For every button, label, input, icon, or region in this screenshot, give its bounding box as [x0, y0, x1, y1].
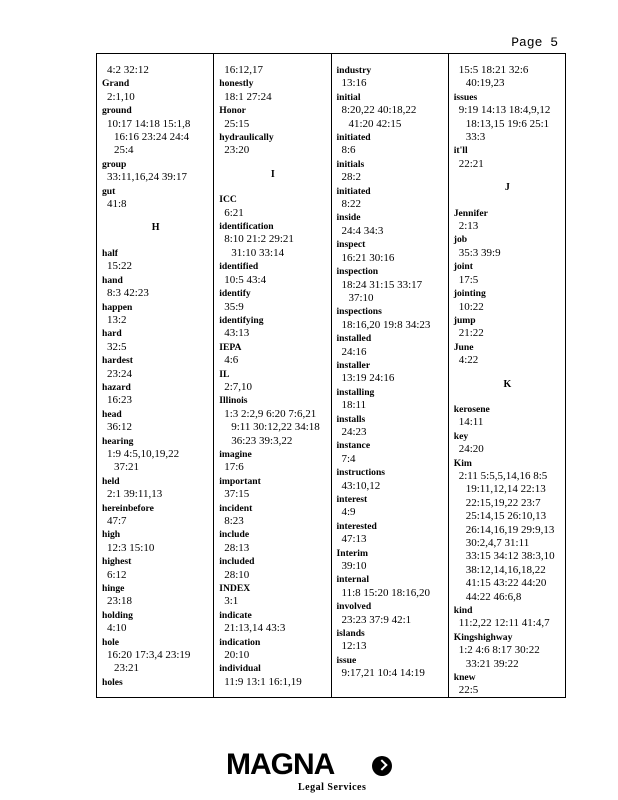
- page-line-references: 16:20 17:3,4 23:19: [107, 649, 191, 662]
- index-word: half: [102, 247, 118, 259]
- index-word: jump: [453, 314, 476, 326]
- index-word: high: [102, 529, 121, 541]
- page-line-references: 37:10: [348, 291, 374, 304]
- index-entry: [454, 631, 561, 671]
- index-word: initials: [336, 158, 365, 170]
- index-entry: [337, 238, 444, 265]
- page-line-references: 23:18: [107, 595, 133, 608]
- page-line-references: 13:16: [341, 77, 367, 90]
- page-line-references: 7:4: [341, 452, 356, 465]
- index-word: industry: [336, 65, 372, 76]
- page-line-references: 22:15,19,22 23:7: [465, 496, 541, 509]
- logo-subtitle: Legal Services: [298, 782, 367, 793]
- index-entry: [219, 394, 326, 448]
- index-entry: [454, 144, 561, 171]
- page-line-references: 26:14,16,19 29:9,13: [465, 523, 555, 536]
- index-entry: [102, 104, 209, 158]
- page-line-references: 43:13: [224, 327, 250, 340]
- page-line-references: 1:3 2:2,9 6:20 7:6,21: [224, 407, 317, 420]
- index-entry: [454, 457, 561, 604]
- index-entry: [102, 327, 209, 354]
- index-word: head: [102, 408, 122, 420]
- index-word: Jennifer: [453, 207, 488, 219]
- index-word: installs: [336, 413, 366, 425]
- index-word: inspection: [336, 266, 379, 278]
- index-word: job: [453, 234, 468, 246]
- page-line-references: 24:4 34:3: [341, 224, 384, 237]
- page-line-references: 12:3 15:10: [107, 541, 155, 554]
- index-word: hinge: [102, 583, 125, 595]
- page-line-references: 10:17 14:18 15:1,8: [107, 117, 191, 130]
- index-entry: [337, 466, 444, 493]
- page-line-references: 30:2,4,7 31:11: [465, 537, 530, 549]
- page-line-references: 16:12,17: [224, 64, 264, 76]
- page-line-references: 22:5: [458, 684, 479, 697]
- page-line-references: 4:2 32:12: [107, 64, 149, 76]
- index-entry: [219, 104, 326, 131]
- index-word: jointing: [453, 288, 486, 300]
- index-word: holes: [102, 676, 123, 688]
- page-line-references: 44:22 46:6,8: [465, 590, 522, 603]
- index-column-4: [449, 54, 565, 697]
- page-line-references: 23:21: [114, 662, 140, 675]
- index-entry: [219, 636, 326, 663]
- index-word: hole: [102, 636, 120, 648]
- page-line-references: 1:2 4:6 8:17 30:22: [458, 644, 540, 657]
- index-word: hereinbefore: [102, 502, 154, 514]
- page-number: Page 5: [511, 35, 558, 50]
- page-line-references: 8:22: [341, 198, 362, 211]
- page-line-references: 9:19 14:13 18:4,9,12: [458, 104, 551, 117]
- index-word: it'll: [453, 145, 468, 157]
- index-word: important: [219, 475, 261, 487]
- index-entry: [219, 502, 326, 529]
- index-entry: [337, 627, 444, 654]
- page-line-references: 6:21: [224, 206, 244, 219]
- index-entry: [102, 185, 209, 212]
- page-line-references: 18:1 27:24: [224, 90, 272, 103]
- index-entry: [337, 439, 444, 466]
- page-line-references: 17:5: [458, 273, 479, 286]
- page-line-references: 10:22: [458, 300, 484, 313]
- index-entry: [454, 260, 561, 287]
- index-entry: [454, 314, 561, 341]
- page-line-references: 6:12: [107, 568, 127, 581]
- page-line-references: 43:10,12: [341, 479, 381, 492]
- page-line-references: 3:1: [224, 595, 239, 608]
- page-line-references: 36:12: [107, 421, 133, 434]
- page-line-references: 8:23: [224, 515, 244, 527]
- page-line-references: 18:13,15 19:6 25:1: [465, 117, 550, 130]
- index-word: key: [453, 430, 469, 442]
- index-entry: [454, 91, 561, 145]
- index-entry: [219, 582, 326, 609]
- page-line-references: 2:1,10: [107, 90, 135, 103]
- index-entry: [454, 604, 561, 631]
- page-line-references: 25:14,15 26:10,13: [465, 510, 547, 523]
- index-word: initial: [336, 91, 361, 103]
- index-entry: [102, 274, 209, 301]
- page-line-references: 24:23: [341, 425, 367, 438]
- index-entry: [219, 662, 326, 689]
- index-word: gut: [102, 185, 116, 197]
- page-line-references: 1:9 4:5,10,19,22: [107, 447, 180, 460]
- index-entry: [219, 193, 326, 220]
- index-word: hazard: [102, 381, 131, 393]
- index-word: June: [453, 341, 474, 353]
- index-entry: [337, 211, 444, 238]
- index-word: ICC: [219, 194, 237, 206]
- index-entry: [454, 233, 561, 260]
- page-line-references: 14:11: [458, 416, 484, 429]
- index-word: highest: [102, 556, 132, 568]
- index-entry: [102, 609, 209, 636]
- index-word: installed: [336, 333, 372, 345]
- index-word: incident: [219, 502, 253, 514]
- index-word: knew: [453, 672, 476, 684]
- page-line-references: 37:15: [224, 488, 250, 501]
- page-line-references: 18:11: [341, 399, 367, 412]
- index-word: INDEX: [219, 583, 251, 595]
- index-word: initiated: [336, 132, 371, 144]
- section-letter: H: [151, 222, 160, 234]
- index-word: holding: [102, 609, 133, 621]
- index-entry: [102, 158, 209, 185]
- index-word: IL: [219, 368, 230, 380]
- index-word: instructions: [336, 467, 386, 479]
- index-word: identified: [219, 261, 259, 273]
- page-line-references: 24:16: [341, 345, 367, 358]
- index-entry: [102, 64, 209, 77]
- page-line-references: 11:2,22 12:11 41:4,7: [458, 617, 550, 630]
- index-word: hardest: [102, 355, 133, 367]
- page-line-references: 16:23: [107, 394, 133, 407]
- page-line-references: 11:8 15:20 18:16,20: [341, 586, 431, 599]
- index-entry: [454, 403, 561, 430]
- index-word: Interim: [336, 547, 368, 559]
- index-entry: [337, 600, 444, 627]
- index-entry: [337, 265, 444, 305]
- index-entry: [337, 359, 444, 386]
- page-line-references: 47:13: [341, 533, 367, 546]
- index-entry: [102, 77, 209, 104]
- index-word: Grand: [102, 78, 130, 90]
- page-line-references: 4:9: [341, 506, 356, 519]
- page-line-references: 35:9: [224, 300, 244, 313]
- page-line-references: 32:5: [107, 340, 127, 353]
- index-entry: [102, 301, 209, 328]
- index-entry: [219, 528, 326, 555]
- page-line-references: 47:7: [107, 515, 127, 527]
- word-index-table: [96, 53, 566, 698]
- index-word: installing: [336, 386, 375, 398]
- index-entry: [454, 207, 561, 234]
- page-line-references: 28:10: [224, 568, 250, 581]
- index-entry: [219, 609, 326, 636]
- index-entry: [337, 413, 444, 440]
- index-word: involved: [336, 601, 372, 613]
- page-line-references: 40:19,23: [465, 77, 505, 90]
- page-line-references: 23:20: [224, 144, 250, 157]
- index-word: IEPA: [219, 341, 242, 353]
- index-word: issues: [453, 91, 478, 103]
- index-column-1: [97, 54, 214, 697]
- page-line-references: 13:19 24:16: [341, 372, 395, 385]
- page-line-references: 18:24 31:15 33:17: [341, 278, 423, 291]
- page-line-references: 10:5 43:4: [224, 273, 267, 286]
- page-line-references: 2:13: [458, 220, 479, 233]
- index-entry: [102, 636, 209, 676]
- page-line-references: 33:21 39:22: [465, 657, 519, 670]
- page-line-references: 33:11,16,24 39:17: [107, 171, 187, 184]
- page-line-references: 9:11 30:12,22 34:18: [231, 421, 320, 434]
- index-word: indication: [219, 636, 261, 648]
- index-word: Kim: [453, 457, 472, 469]
- page-line-references: 25:4: [114, 144, 134, 157]
- index-entry: [102, 408, 209, 435]
- index-entry: [454, 341, 561, 368]
- page-line-references: 21:22: [458, 327, 484, 340]
- page-line-references: 41:15 43:22 44:20: [465, 577, 547, 590]
- index-entry: [219, 77, 326, 104]
- page-line-references: 23:23 37:9 42:1: [341, 613, 412, 626]
- index-entry: [219, 475, 326, 502]
- index-word: identify: [219, 288, 251, 300]
- index-entry: [219, 220, 326, 260]
- page-line-references: 8:10 21:2 29:21: [224, 233, 294, 246]
- page-line-references: 15:22: [107, 260, 133, 273]
- index-word: group: [102, 158, 127, 170]
- index-entry: [219, 368, 326, 395]
- index-entry: [337, 64, 444, 91]
- index-entry: [102, 582, 209, 609]
- page-line-references: 2:11 5:5,5,14,16 8:5: [458, 469, 548, 482]
- page-line-references: 2:1 39:11,13: [107, 488, 163, 501]
- page-line-references: 8:3 42:23: [107, 287, 149, 300]
- page-line-references: 28:2: [341, 171, 362, 184]
- index-entry: [219, 260, 326, 287]
- index-entry: [337, 91, 444, 131]
- index-entry: [219, 314, 326, 341]
- page-line-references: 11:9 13:1 16:1,19: [224, 675, 302, 688]
- magna-logo: [222, 750, 402, 794]
- index-entry: [102, 676, 209, 689]
- index-entry: [219, 64, 326, 77]
- page-line-references: 4:10: [107, 622, 127, 635]
- section-letter: I: [270, 168, 275, 180]
- index-entry: [102, 247, 209, 274]
- page-line-references: 8:6: [341, 144, 356, 157]
- index-entry: [219, 131, 326, 158]
- index-entry: [337, 131, 444, 158]
- index-word: Kingshighway: [453, 631, 513, 643]
- index-entry: [219, 341, 326, 368]
- index-word: hearing: [102, 435, 134, 447]
- index-entry: [102, 475, 209, 502]
- page-line-references: 22:21: [458, 157, 484, 170]
- index-word: hard: [102, 328, 122, 340]
- index-entry: [102, 528, 209, 555]
- page-line-references: 24:20: [458, 443, 484, 456]
- index-word: interested: [336, 520, 377, 532]
- page-line-references: 18:16,20 19:8 34:23: [341, 318, 431, 331]
- page-line-references: 38:12,14,16,18,22: [465, 563, 546, 576]
- index-entry: [337, 305, 444, 332]
- index-word: islands: [336, 628, 365, 640]
- index-entry: [337, 654, 444, 681]
- page-line-references: 9:17,21 10:4 14:19: [341, 667, 425, 680]
- index-word: joint: [453, 261, 473, 273]
- section-letter: J: [504, 182, 510, 194]
- index-word: imagine: [219, 448, 252, 460]
- index-entry: [102, 555, 209, 582]
- page-line-references: 21:13,14 43:3: [224, 622, 286, 635]
- page-line-references: 16:21 30:16: [341, 251, 395, 264]
- index-entry: [337, 158, 444, 185]
- page-line-references: 41:20 42:15: [348, 117, 402, 130]
- page-line-references: 33:15 34:12 38:3,10: [465, 550, 555, 563]
- index-word: included: [219, 556, 255, 568]
- page-line-references: 33:3: [465, 131, 486, 144]
- index-word: identification: [219, 221, 274, 233]
- index-word: hand: [102, 274, 123, 286]
- page-line-references: 20:10: [224, 649, 250, 662]
- page-line-references: 4:22: [458, 354, 479, 367]
- page-line-references: 12:13: [341, 640, 367, 653]
- index-entry: [454, 430, 561, 457]
- index-word: interest: [336, 494, 368, 505]
- page-line-references: 36:23 39:3,22: [231, 434, 293, 447]
- index-word: inside: [336, 212, 361, 224]
- index-word: kind: [453, 605, 473, 617]
- page-line-references: 4:6: [224, 354, 239, 367]
- index-entry: [102, 502, 209, 529]
- index-entry: [454, 64, 561, 91]
- page-line-references: 15:5 18:21 32:6: [458, 64, 529, 76]
- index-column-2: [214, 54, 331, 697]
- index-word: ground: [102, 105, 132, 117]
- page-line-references: 37:21: [114, 461, 140, 474]
- index-entry: [337, 185, 444, 212]
- index-entry: [337, 332, 444, 359]
- index-column-3: [332, 54, 449, 697]
- section-letter: K: [503, 378, 512, 390]
- page-line-references: 25:15: [224, 117, 250, 130]
- index-word: kerosene: [453, 403, 490, 415]
- index-word: inspections: [336, 306, 382, 318]
- index-word: identifying: [219, 314, 264, 326]
- index-word: issue: [336, 654, 357, 666]
- index-entry: [102, 435, 209, 475]
- index-entry: [337, 573, 444, 600]
- page-line-references: 31:10 33:14: [231, 246, 285, 259]
- index-entry: [102, 381, 209, 408]
- index-word: internal: [336, 574, 370, 586]
- page-line-references: 39:10: [341, 560, 367, 573]
- page-line-references: 19:11,12,14 22:13: [465, 483, 546, 496]
- index-word: instance: [336, 440, 371, 452]
- index-entry: [219, 287, 326, 314]
- index-entry: [337, 493, 444, 520]
- index-word: indicate: [219, 609, 252, 621]
- page-line-references: 35:3 39:9: [458, 246, 501, 259]
- index-word: Illinois: [219, 395, 248, 407]
- index-entry: [454, 671, 561, 697]
- index-entry: [337, 547, 444, 574]
- index-word: held: [102, 475, 120, 487]
- index-word: hydraulically: [219, 132, 274, 144]
- index-word: Honor: [219, 105, 246, 117]
- index-entry: [219, 555, 326, 582]
- page-line-references: 28:13: [224, 541, 250, 554]
- index-word: individual: [219, 663, 261, 675]
- index-entry: [102, 354, 209, 381]
- page-line-references: 13:2: [107, 313, 127, 326]
- page-line-references: 16:16 23:24 24:4: [114, 131, 190, 144]
- index-entry: [219, 448, 326, 475]
- index-entry: [337, 386, 444, 413]
- logo-brand: MAGNA: [226, 748, 335, 781]
- index-word: honestly: [219, 78, 254, 90]
- page-line-references: 8:20,22 40:18,22: [341, 104, 417, 117]
- index-word: include: [219, 529, 250, 541]
- index-word: initiated: [336, 185, 371, 197]
- page-line-references: 2:7,10: [224, 380, 253, 393]
- index-word: inspect: [336, 239, 366, 251]
- index-word: happen: [102, 301, 133, 313]
- index-entry: [337, 520, 444, 547]
- logo-arrow-icon: [372, 756, 392, 776]
- page-line-references: 41:8: [107, 198, 127, 211]
- page-line-references: 17:6: [224, 461, 244, 474]
- index-word: installer: [336, 359, 371, 371]
- page-line-references: 23:24: [107, 367, 133, 380]
- index-entry: [454, 287, 561, 314]
